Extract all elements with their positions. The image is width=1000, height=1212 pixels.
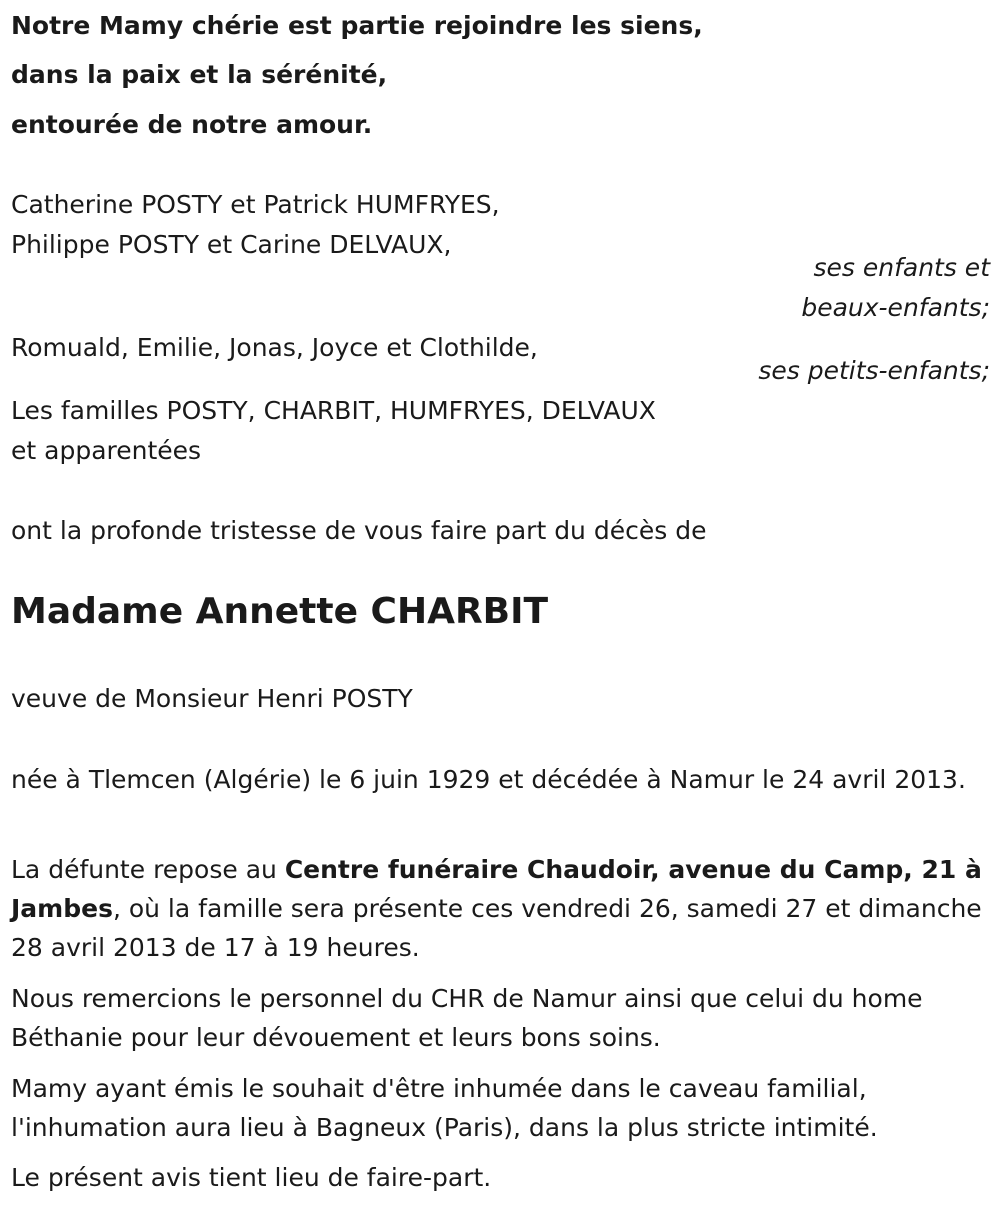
burial-paragraph: Mamy ayant émis le souhait d'être inhumée dans le caveau familial, l'inhumation aura lieu à Bagneux (Paris), dans la plus stricte intimité.	[11, 1074, 878, 1142]
children-line-2: Philippe POSTY et Carine DELVAUX,	[11, 230, 452, 259]
announcement-text: ont la profonde tristesse de vous faire part du décès de	[11, 516, 707, 545]
widow-of-text: veuve de Monsieur Henri POSTY	[11, 684, 413, 713]
families-line-1: Les familles POSTY, CHARBIT, HUMFRYES, DELVAUX	[11, 396, 656, 425]
repose-suffix: , où la famille sera présente ces vendredi 26, samedi 27 et dimanche 28 avril 2013 de 17 à 19 heures.	[11, 894, 982, 962]
grandchildren-names: Romuald, Emilie, Jonas, Joyce et Clothilde,	[11, 333, 538, 362]
intro-line-1: Notre Mamy chérie est partie rejoindre les siens,	[11, 11, 703, 40]
birth-death-text: née à Tlemcen (Algérie) le 6 juin 1929 et décédée à Namur le 24 avril 2013.	[11, 765, 966, 794]
grandchildren-relation: ses petits-enfants;	[758, 356, 990, 385]
deceased-name: Madame Annette CHARBIT	[11, 591, 549, 632]
repose-prefix: La défunte repose au	[11, 855, 285, 884]
intro-line-3: entourée de notre amour.	[11, 110, 373, 139]
repose-place: Centre funéraire Chaudoir, avenue du Camp, 21 à Jambes	[11, 855, 982, 923]
families-line-2: et apparentées	[11, 436, 202, 465]
children-relation-2: beaux-enfants;	[801, 293, 990, 322]
children-relation-1: ses enfants et	[813, 253, 990, 282]
closing-text: Le présent avis tient lieu de faire-part.	[11, 1163, 492, 1192]
intro-line-2: dans la paix et la sérénité,	[11, 60, 388, 89]
children-line-1: Catherine POSTY et Patrick HUMFRYES,	[11, 190, 500, 219]
repose-paragraph	[11, 850, 986, 967]
thanks-paragraph: Nous remercions le personnel du CHR de Namur ainsi que celui du home Béthanie pour leur dévouement et leurs bons soins.	[11, 984, 923, 1052]
